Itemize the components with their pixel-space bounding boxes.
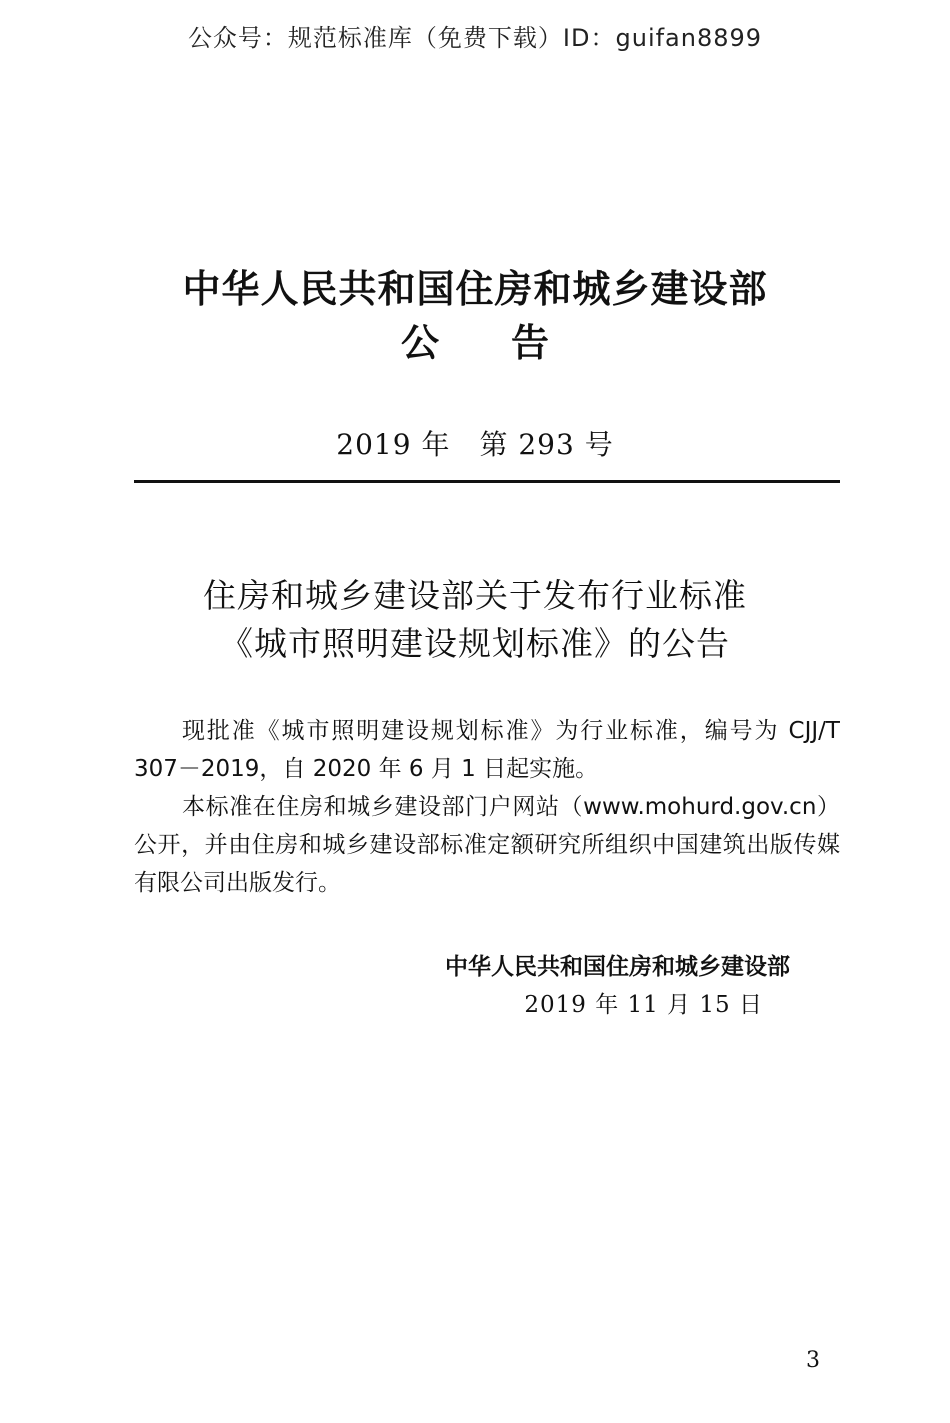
body-paragraph-approval: 现批准《城市照明建设规划标准》为行业标准，编号为 CJJ/T 307－2019，自 2020 年 6 月 1 日起实施。 bbox=[134, 718, 840, 782]
notice-title-line-1: 住房和城乡建设部关于发布行业标准 bbox=[203, 576, 747, 615]
watermark-text: 公众号：规范标准库（免费下载）ID：guifan8899 bbox=[187, 24, 763, 52]
signature-date: 2019 年 11 月 15 日 bbox=[524, 992, 763, 1018]
body-paragraph-publication: 本标准在住房和城乡建设部门户网站（www.mohurd.gov.cn）公开，并由住房和城乡建设部标准定额研究所组织中国建筑出版传媒有限公司出版发行。 bbox=[134, 794, 840, 896]
signature-issuer: 中华人民共和国住房和城乡建设部 bbox=[445, 954, 790, 980]
notice-body bbox=[134, 712, 840, 902]
document-number: 2019 年 第 293 号 bbox=[336, 428, 614, 461]
header-divider bbox=[134, 480, 840, 483]
notice-title-line-2: 《城市照明建设规划标准》的公告 bbox=[220, 624, 730, 663]
page-number: 3 bbox=[806, 1348, 820, 1373]
document-type-heading: 公告 bbox=[400, 321, 621, 365]
issuer-heading: 中华人民共和国住房和城乡建设部 bbox=[182, 267, 768, 311]
